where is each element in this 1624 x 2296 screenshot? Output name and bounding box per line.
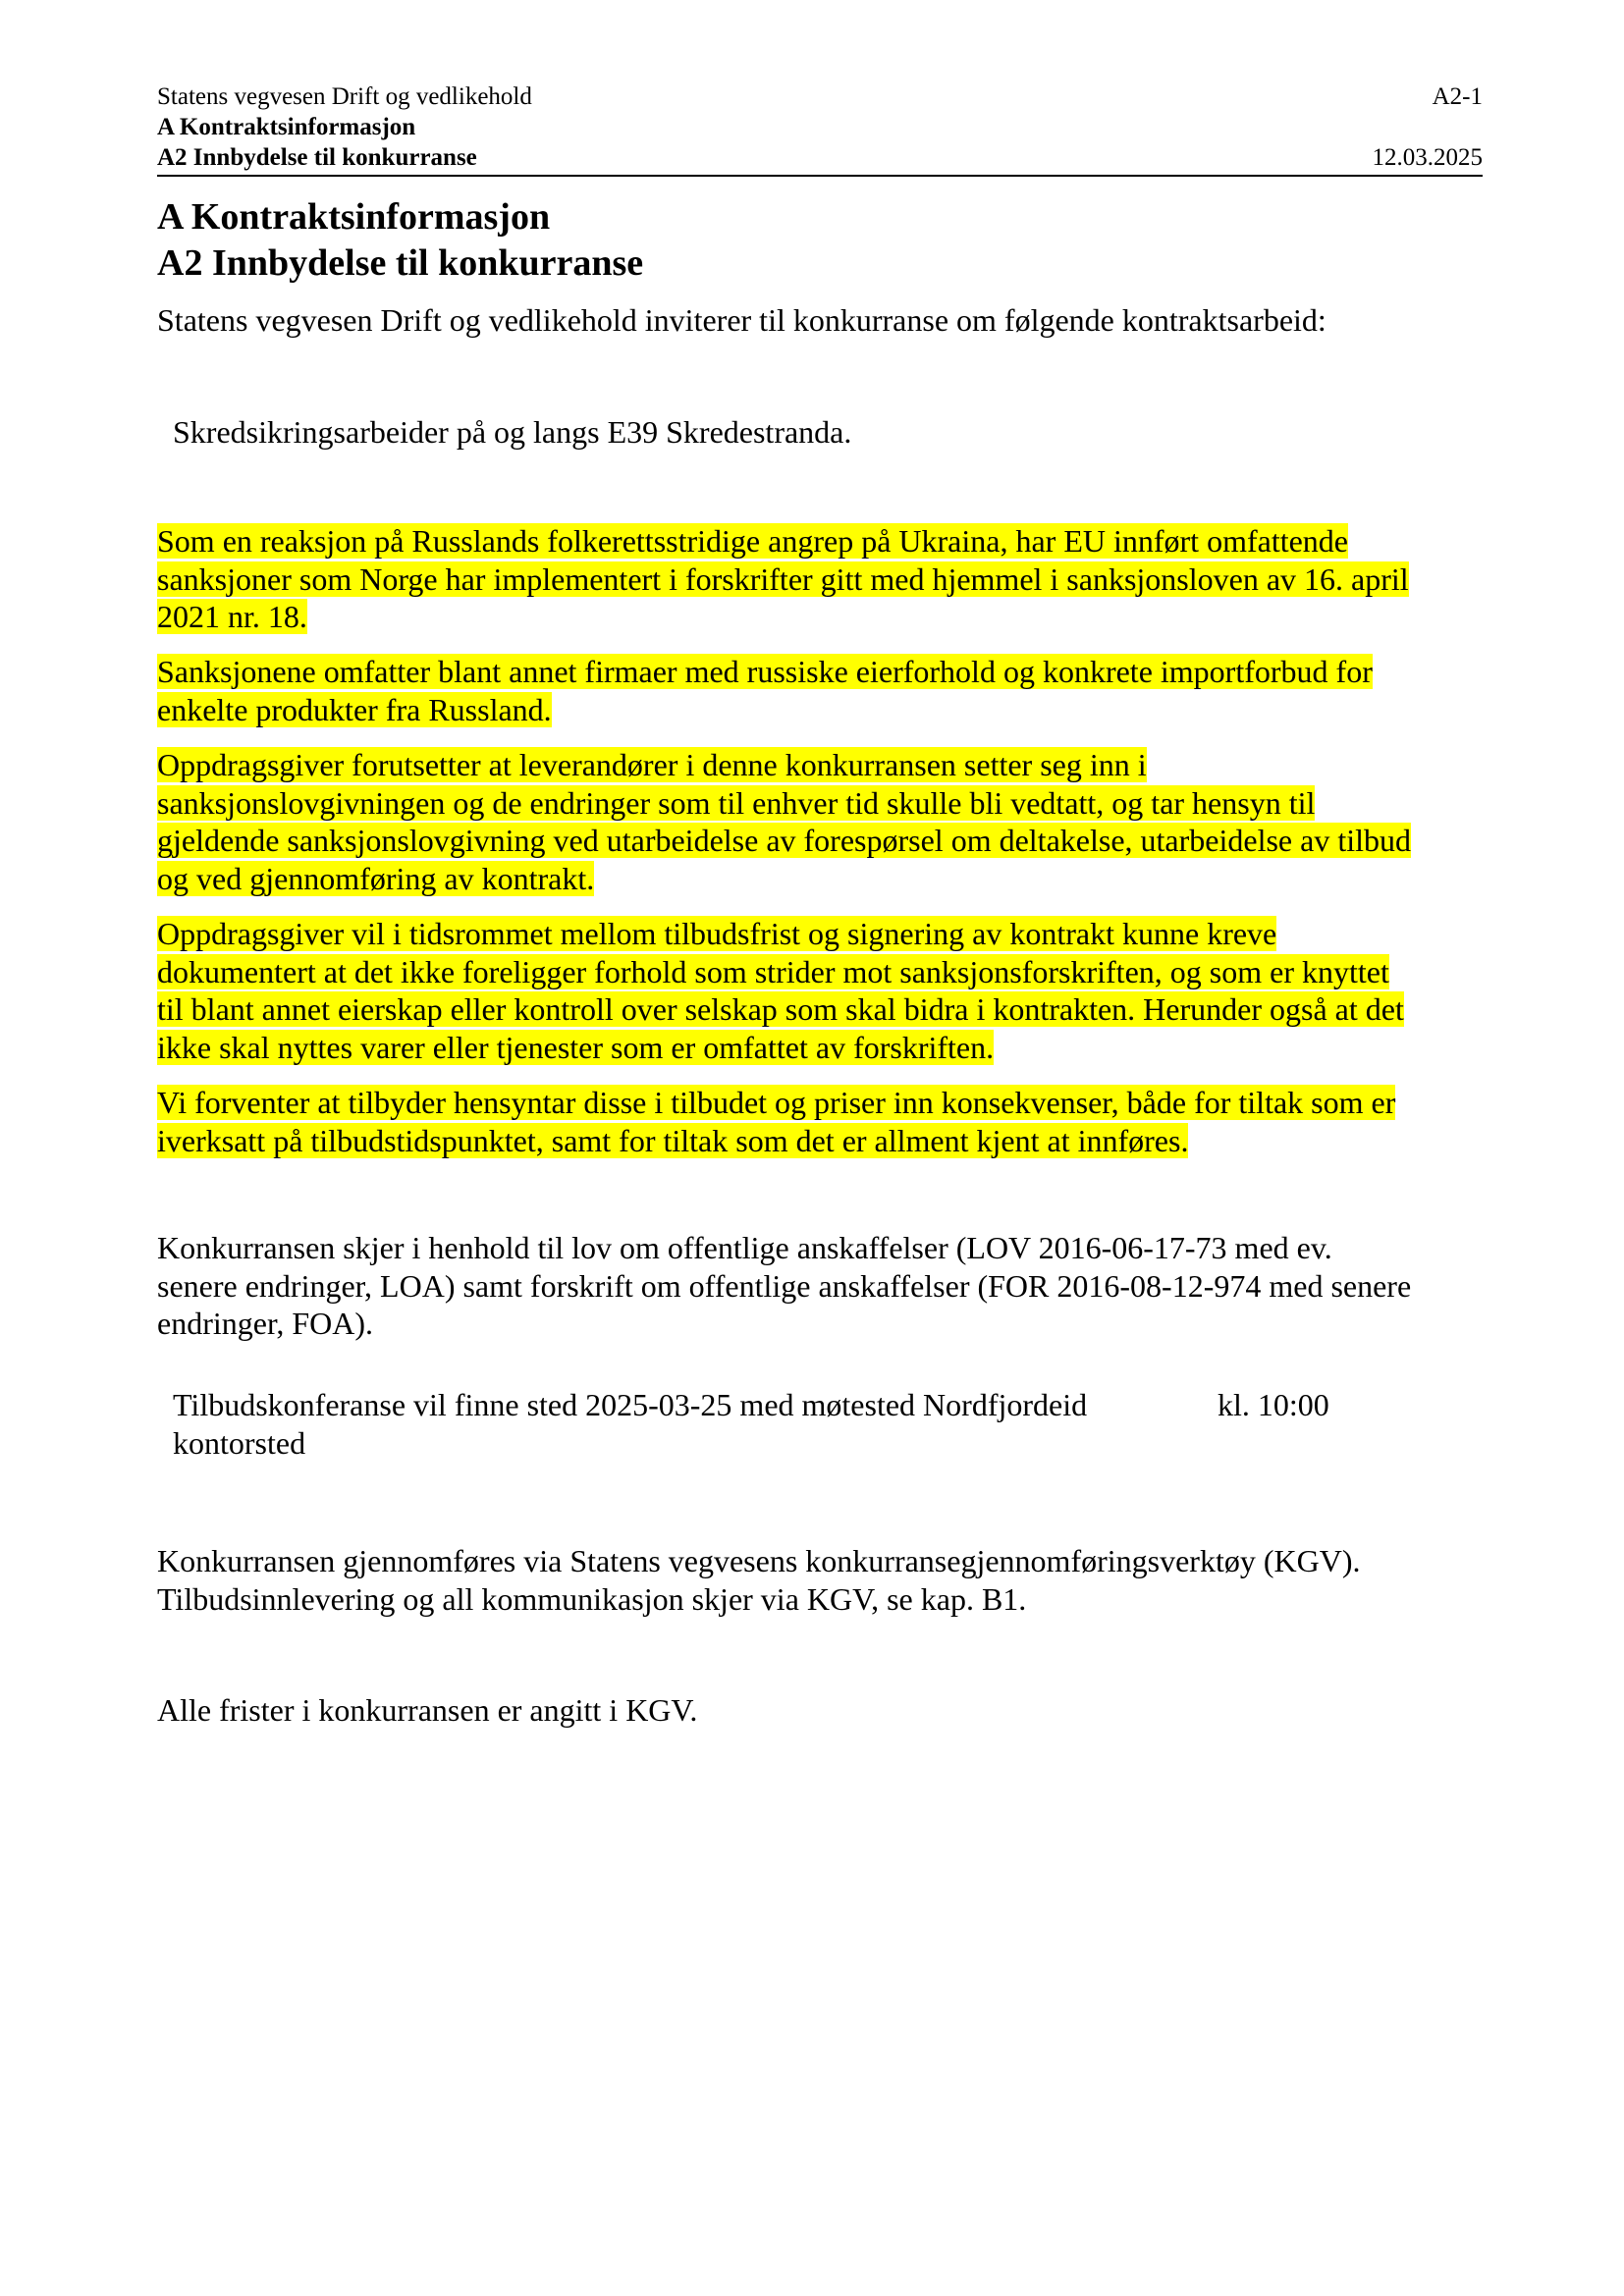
header-page-ref: A2-1	[1432, 83, 1483, 110]
highlight: sanksjoner som Norge har implementert i forskrifter gitt med hjemmel i sanksjonsloven av 16. april	[157, 561, 1409, 597]
conference-description	[173, 1386, 1155, 1462]
highlight: og ved gjennomføring av kontrakt.	[157, 860, 595, 896]
legal-basis-paragraph	[157, 1229, 1488, 1343]
sanctions-paragraph-1	[157, 522, 1488, 636]
highlight: dokumentert at det ikke foreligger forhold som strider mot sanksjonsforskriften, og som er knyttet	[157, 953, 1389, 989]
highlight: til blant annet eierskap eller kontroll over selskap som skal bidra i kontrakten. Herunder også at det	[157, 991, 1404, 1027]
highlight: sanksjonslovgivningen og de endringer som til enhver tid skulle bli vedtatt, og tar hensyn til	[157, 784, 1316, 821]
legal-line: endringer, FOA).	[157, 1306, 373, 1341]
contract-work-title: Skredsikringsarbeider på og langs E39 Skredestranda.	[173, 414, 852, 450]
highlight: 2021 nr. 18.	[157, 599, 307, 634]
kgv-line: Tilbudsinnlevering og all kommunikasjon skjer via KGV, se kap. B1.	[157, 1580, 1027, 1617]
sanctions-paragraph-3	[157, 746, 1488, 897]
sanctions-paragraph-5	[157, 1084, 1488, 1159]
conference-line: kontorsted	[173, 1424, 306, 1461]
legal-line: senere endringer, LOA) samt forskrift om offentlige anskaffelser (FOR 2016-08-12-974 med senere	[157, 1267, 1412, 1304]
page-subtitle: A2 Innbydelse til konkurranse	[157, 242, 644, 284]
highlight: Oppdragsgiver vil i tidsrommet mellom tilbudsfrist og signering av kontrakt kunne kreve	[157, 916, 1277, 951]
legal-line: Konkurransen skjer i henhold til lov om offentlige anskaffelser (LOV 2016-06-17-73 med ev.	[157, 1230, 1332, 1265]
highlight: Vi forventer at tilbyder hensyntar disse i tilbudet og priser inn konsekvenser, både for tiltak som er	[157, 1085, 1396, 1120]
header-divider	[157, 175, 1483, 177]
highlight: Sanksjonene omfatter blant annet firmaer med russiske eierforhold og konkrete importforbud for	[157, 654, 1373, 689]
conference-line: Tilbudskonferanse vil finne sted 2025-03-25 med møtested Nordfjordeid	[173, 1387, 1088, 1422]
highlight: gjeldende sanksjonslovgivning ved utarbeidelse av forespørsel om deltakelse, utarbeidelse av tilbud	[157, 823, 1411, 858]
highlight: iverksatt på tilbudstidspunktet, samt for tiltak som det er allment kjent at innføres.	[157, 1122, 1189, 1158]
page-title: A Kontraktsinformasjon	[157, 196, 551, 238]
sanctions-paragraph-4	[157, 915, 1488, 1066]
header-subsection: A2 Innbydelse til konkurranse	[157, 144, 477, 171]
deadlines-paragraph: Alle frister i konkurransen er angitt i KGV.	[157, 1692, 698, 1728]
highlight: Oppdragsgiver forutsetter at leverandører i denne konkurransen setter seg inn i	[157, 747, 1147, 782]
intro-paragraph: Statens vegvesen Drift og vedlikehold inviterer til konkurranse om følgende kontraktsarbeid:	[157, 302, 1326, 338]
header-section: A Kontraktsinformasjon	[157, 114, 416, 140]
highlight: Som en reaksjon på Russlands folkerettsstridige angrep på Ukraina, har EU innført omfattende	[157, 523, 1348, 559]
highlight: ikke skal nyttes varer eller tjenester som er omfattet av forskriften.	[157, 1029, 995, 1065]
kgv-line: Konkurransen gjennomføres via Statens vegvesens konkurransegjennomføringsverktøy (KGV).	[157, 1543, 1361, 1578]
header-date: 12.03.2025	[1372, 144, 1483, 171]
conference-time: kl. 10:00	[1218, 1387, 1329, 1422]
highlight: enkelte produkter fra Russland.	[157, 691, 552, 727]
header-org: Statens vegvesen Drift og vedlikehold	[157, 83, 532, 110]
kgv-paragraph	[157, 1542, 1488, 1618]
sanctions-paragraph-2	[157, 653, 1488, 728]
